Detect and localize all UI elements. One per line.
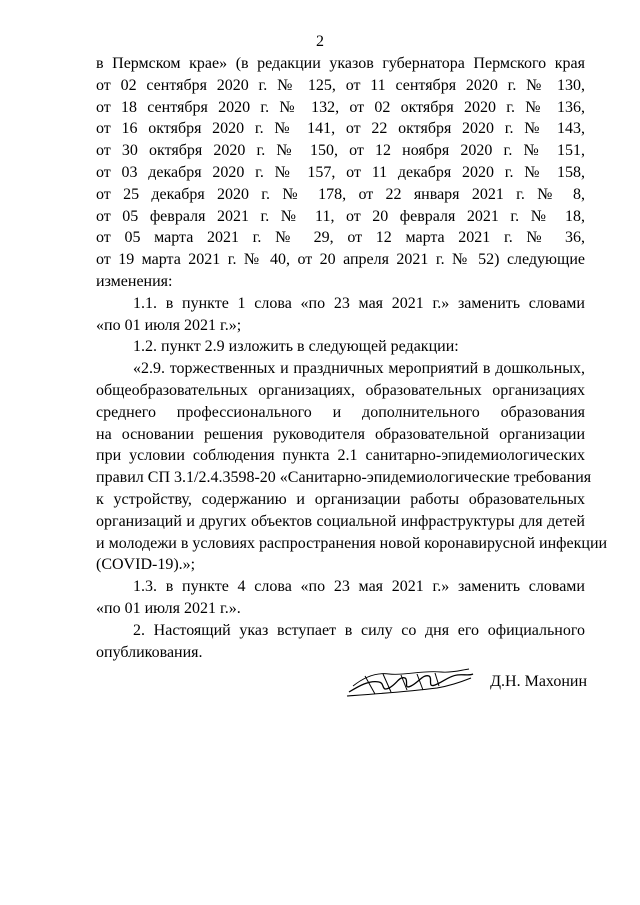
text-line: организаций и других объектов социальной инфраструктуры для детей	[96, 512, 585, 530]
text-line: 1.1. в пункте 1 слова «по 23 мая 2021 г.» заменить словами	[133, 294, 585, 312]
signer-name: Д.Н. Махонин	[490, 673, 587, 690]
text-line: правил СП 3.1/2.4.3598-20 «Санитарно-эпидемиологические требования	[96, 469, 592, 487]
text-line: при условии соблюдения пункта 2.1 санитарно-эпидемиологических	[96, 447, 585, 465]
text-line: среднего профессионального и дополнительного образования	[96, 403, 585, 421]
text-line: (COVID-19).»;	[96, 556, 196, 574]
text-line: «по 01 июля 2021 г.».	[96, 599, 241, 617]
signature-block	[345, 664, 587, 704]
text-line: на основании решения руководителя образовательной организации	[96, 425, 585, 443]
text-line: 2. Настоящий указ вступает в силу со дня его официального	[133, 621, 585, 639]
handwritten-signature	[345, 666, 475, 700]
text-line: «по 01 июля 2021 г.»;	[96, 316, 242, 334]
page-number: 2	[316, 33, 324, 50]
text-line: от 05 марта 2021 г. № 29, от 12 марта 2021 г. № 36,	[96, 229, 585, 247]
text-line: опубликования.	[96, 643, 203, 661]
text-line: от 05 февраля 2021 г. № 11, от 20 февраля 2021 г. № 18,	[96, 207, 585, 225]
text-line: 1.3. в пункте 4 слова «по 23 мая 2021 г.» заменить словами	[133, 578, 585, 596]
text-line: к устройству, содержанию и организации работы образовательных	[96, 490, 585, 508]
text-line: общеобразовательных организациях, образовательных организациях	[96, 381, 585, 399]
text-line: от 02 сентября 2020 г. № 125, от 11 сентября 2020 г. № 130,	[96, 76, 585, 94]
document-body	[96, 53, 608, 663]
text-line: от 03 декабря 2020 г. № 157, от 11 декабря 2020 г. № 158,	[96, 163, 585, 181]
text-line: 1.2. пункт 2.9 изложить в следующей редакции:	[133, 338, 459, 356]
text-line: от 16 октября 2020 г. № 141, от 22 октября 2020 г. № 143,	[96, 120, 585, 138]
text-line: от 18 сентября 2020 г. № 132, от 02 октября 2020 г. № 136,	[96, 98, 585, 116]
text-line: в Пермском крае» (в редакции указов губернатора Пермского края	[96, 55, 585, 72]
text-line: от 25 декабря 2020 г. № 178, от 22 января 2021 г. № 8,	[96, 185, 585, 203]
text-line: от 19 марта 2021 г. № 40, от 20 апреля 2021 г. № 52) следующие	[96, 251, 585, 269]
text-line: «2.9. торжественных и праздничных мероприятий в дошкольных,	[133, 360, 585, 378]
text-line: и молодежи в условиях распространения новой коронавирусной инфекции	[96, 534, 608, 552]
text-line: изменения:	[96, 272, 173, 290]
text-line: от 30 октября 2020 г. № 150, от 12 ноября 2020 г. № 151,	[96, 142, 585, 160]
